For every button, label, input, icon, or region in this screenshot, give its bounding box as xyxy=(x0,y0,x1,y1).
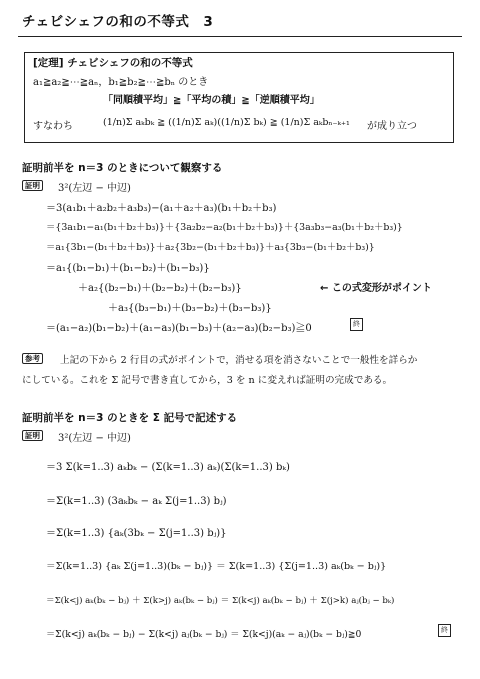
proof1-line-1: ＝3(a₁b₁＋a₂b₂＋a₃b₃)−(a₁＋a₂＋a₃)(b₁＋b₂＋b₃) xyxy=(46,203,277,214)
theorem-order-statement: 「同順積平均」≧「平均の積」≧「逆順積平均」 xyxy=(103,95,320,106)
theorem-lead: すなわち xyxy=(33,121,73,132)
proof1-line-7: ＝(a₁−a₂)(b₁−b₂)＋(a₁−a₃)(b₁−b₃)＋(a₂−a₃)(b₂−b₃)≧0 xyxy=(46,323,312,334)
note-tag: 参考 xyxy=(22,353,43,364)
section1-heading: 証明前半を n＝3 のときについて観察する xyxy=(22,162,223,174)
proof2-line-0: 3²(左辺 − 中辺) xyxy=(58,433,131,444)
proof2-line-4: ＝Σ(k=1..3) {aₖ Σ(j=1..3)(bₖ − bⱼ)} ＝ Σ(k=1..3) {Σ(j=1..3) aₖ(bₖ − bⱼ)} xyxy=(46,561,387,572)
proof1-line-3: ＝a₁{3b₁−(b₁＋b₂＋b₃)}＋a₂{3b₂−(b₁＋b₂＋b₃)}＋a₃{3b₃−(b₁＋b₂＋b₃)} xyxy=(46,242,375,253)
theorem-condition: a₁≧a₂≧⋯≧aₙ，b₁≧b₂≧⋯≧bₙ のとき xyxy=(33,77,209,88)
title-divider xyxy=(18,36,462,37)
section2-heading: 証明前半を n＝3 のときを Σ 記号で記述する xyxy=(22,412,238,424)
theorem-trailer: が成り立つ xyxy=(367,121,417,132)
theorem-box xyxy=(24,52,454,143)
end-mark: 終 xyxy=(350,318,363,331)
proof2-line-6: ＝Σ(k<j) aₖ(bₖ − bⱼ) − Σ(k<j) aⱼ(bₖ − bⱼ) ＝ Σ(k<j)(aₖ − aⱼ)(bₖ − bⱼ)≧0 xyxy=(46,629,362,640)
proof2-line-1: ＝3 Σ(k=1..3) aₖbₖ − (Σ(k=1..3) aₖ)(Σ(k=1..3) bₖ) xyxy=(46,462,290,473)
proof1-line-0: 3²(左辺 − 中辺) xyxy=(58,183,131,194)
note-line-2: にしている。これを Σ 記号で書き直してから，3 を n に変えれば証明の完成である。 xyxy=(22,375,393,386)
note-line-1: 上記の下から 2 行目の式がポイントで，消せる項を消さないことで一般性を詳らか xyxy=(60,355,418,366)
proof2-line-2: ＝Σ(k=1..3) (3aₖbₖ − aₖ Σ(j=1..3) bⱼ) xyxy=(46,496,227,507)
proof2-line-3: ＝Σ(k=1..3) {aₖ(3bₖ − Σ(j=1..3) bⱼ)} xyxy=(46,528,227,539)
page-title: チェビシェフの和の不等式 3 xyxy=(22,14,214,30)
proof1-line-4: ＝a₁{(b₁−b₁)＋(b₁−b₂)＋(b₁−b₃)} xyxy=(46,263,210,274)
proof-tag: 証明 xyxy=(22,430,43,441)
key-step-note: ← この式変形がポイント xyxy=(320,283,432,294)
proof1-line-6: ＋a₃{(b₃−b₁)＋(b₃−b₂)＋(b₃−b₃)} xyxy=(108,303,272,314)
end-mark: 終 xyxy=(438,624,451,637)
theorem-label: [定理] チェビシェフの和の不等式 xyxy=(33,57,193,69)
proof-tag: 証明 xyxy=(22,180,43,191)
proof2-line-5: ＝Σ(k<j) aₖ(bₖ − bⱼ) ＋ Σ(k>j) aₖ(bₖ − bⱼ) ＝ Σ(k<j) aₖ(bₖ − bⱼ) ＋ Σ(j>k) aⱼ(bⱼ − bₖ) xyxy=(46,596,395,606)
theorem-inequality: (1/n)Σ aₖbₖ ≧ ((1/n)Σ aₖ)((1/n)Σ bₖ) ≧ (1/n)Σ aₖbₙ₋ₖ₊₁ xyxy=(103,117,350,128)
proof1-line-5: ＋a₂{(b₂−b₁)＋(b₂−b₂)＋(b₂−b₃)} xyxy=(78,283,242,294)
proof1-line-2: ＝{3a₁b₁−a₁(b₁＋b₂＋b₃)}＋{3a₂b₂−a₂(b₁＋b₂＋b₃)}＋{3a₃b₃−a₃(b₁＋b₂＋b₃)} xyxy=(46,222,403,233)
